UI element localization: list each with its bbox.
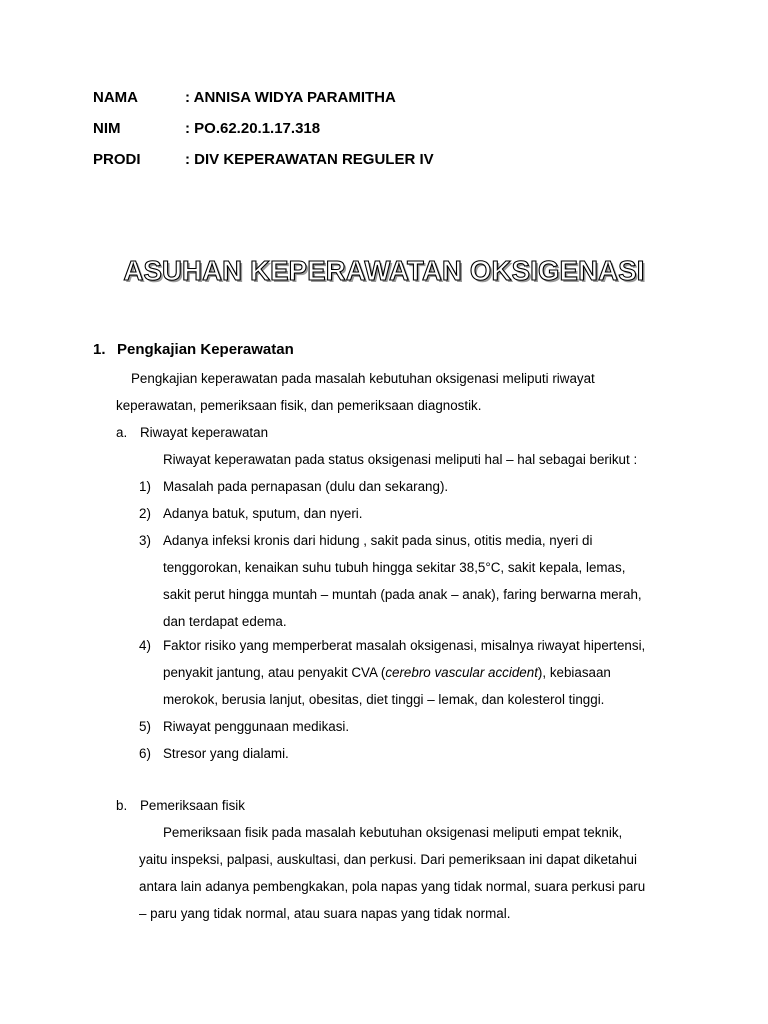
prodi-value: : DIV KEPERAWATAN REGULER IV [185,151,434,168]
list-item-text: Masalah pada pernapasan (dulu dan sekarang). [163,479,449,494]
subsection-label: Pemeriksaan fisik [140,798,245,813]
paragraph-line: Pemeriksaan fisik pada masalah kebutuhan oksigenasi meliputi empat teknik, [163,825,623,840]
list-marker: 1) [139,479,151,494]
section-number: 1. [93,341,106,358]
subsection-label: Riwayat keperawatan [140,425,269,440]
list-marker: 3) [139,533,151,548]
list-item-text: Adanya batuk, sputum, dan nyeri. [163,506,363,521]
nim-label: NIM [93,120,121,137]
list-marker: 2) [139,506,151,521]
list-marker: 4) [139,638,151,653]
paragraph-line: yaitu inspeksi, palpasi, auskultasi, dan perkusi. Dari pemeriksaan ini dapat diketahui [139,852,637,867]
list-item-text: Adanya infeksi kronis dari hidung , sakit pada sinus, otitis media, nyeri di [163,533,593,548]
subsection-marker: a. [116,425,128,440]
list-item-text: dan terdapat edema. [163,614,287,629]
prodi-label: PRODI [93,151,141,168]
intro-line: Pengkajian keperawatan pada masalah kebutuhan oksigenasi meliputi riwayat [131,371,595,386]
paragraph-line: – paru yang tidak normal, atau suara napas yang tidak normal. [139,906,511,921]
list-item-text: merokok, berusia lanjut, obesitas, diet tinggi – lemak, dan kolesterol tinggi. [163,692,605,707]
document-title: ASUHAN KEPERAWATAN OKSIGENASI [123,255,645,286]
subsection-intro: Riwayat keperawatan pada status oksigenasi meliputi hal – hal sebagai berikut : [163,452,638,467]
text-run: ), kebiasaan [537,665,611,680]
paragraph-line: antara lain adanya pembengkakan, pola napas yang tidak normal, suara perkusi paru [139,879,646,894]
list-item-text: sakit perut hingga muntah – muntah (pada anak – anak), faring berwarna merah, [163,587,642,602]
name-value: : ANNISA WIDYA PARAMITHA [185,89,396,106]
list-item-text [163,665,611,680]
italic-term: cerebro vascular accident [385,665,538,680]
subsection-marker: b. [116,798,128,813]
list-item-text: Riwayat penggunaan medikasi. [163,719,350,734]
nim-value: : PO.62.20.1.17.318 [185,120,321,137]
list-item-text: tenggorokan, kenaikan suhu tubuh hingga sekitar 38,5°C, sakit kepala, lemas, [163,560,626,575]
name-label: NAMA [93,89,138,106]
section-heading: Pengkajian Keperawatan [117,341,294,358]
list-item-text: Faktor risiko yang memperberat masalah oksigenasi, misalnya riwayat hipertensi, [163,638,646,653]
text-run: penyakit jantung, atau penyakit CVA ( [163,665,386,680]
list-marker: 6) [139,746,151,761]
list-marker: 5) [139,719,151,734]
list-item-text: Stresor yang dialami. [163,746,289,761]
intro-line: keperawatan, pemeriksaan fisik, dan pemeriksaan diagnostik. [116,398,482,413]
